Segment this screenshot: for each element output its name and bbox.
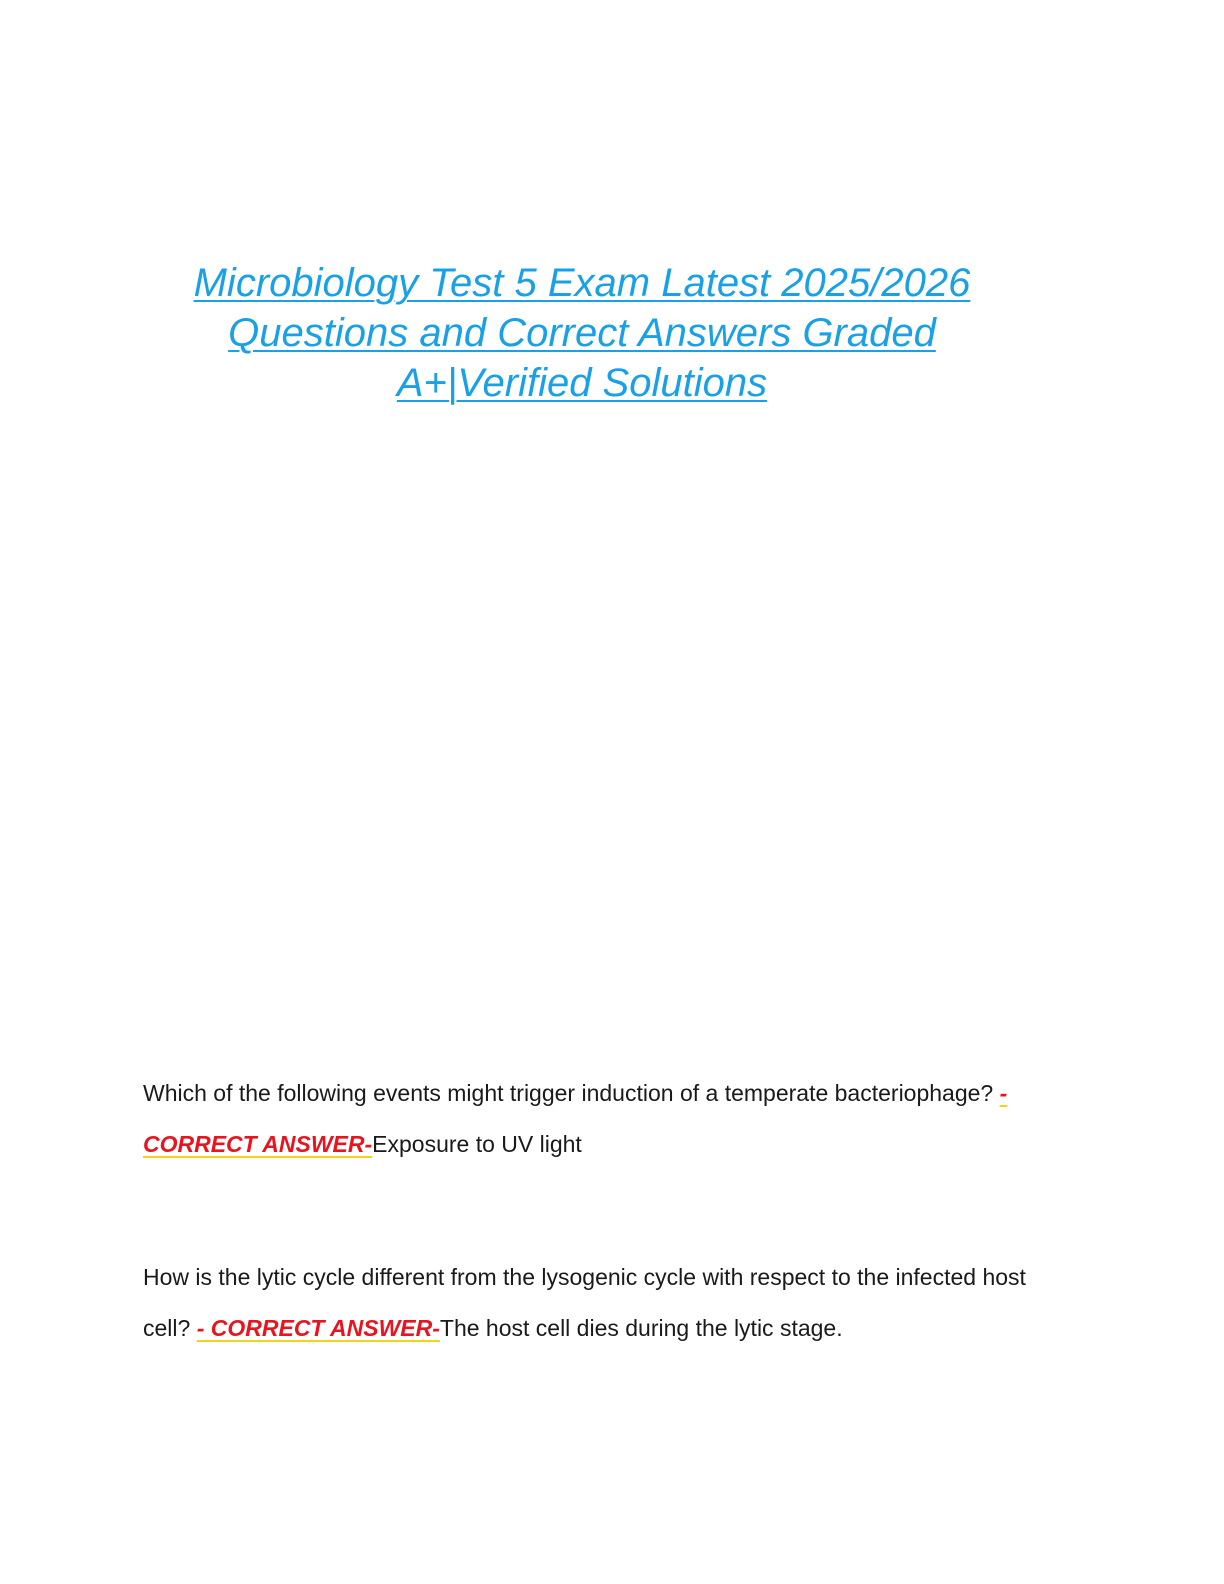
correct-answer-marker: - CORRECT ANSWER- <box>143 1080 1008 1157</box>
title-line <box>150 358 1014 408</box>
title-line <box>150 308 1014 358</box>
correct-answer-marker: - CORRECT ANSWER- <box>196 1315 440 1341</box>
title-line-text: Questions and Correct Answers Graded <box>228 311 936 355</box>
answer-text: Exposure to UV light <box>372 1131 582 1157</box>
question-text: Which of the following events might trigger induction of a temperate bacteriophage? <box>143 1080 1000 1106</box>
title-line-text: A+|Verified Solutions <box>396 361 768 405</box>
document-title <box>150 258 1014 408</box>
qa-item <box>143 1068 1043 1170</box>
qa-item <box>143 1252 1043 1354</box>
title-line-text: Microbiology Test 5 Exam Latest 2025/2026 <box>193 261 971 305</box>
title-line <box>150 258 1014 308</box>
question-text: How is the lytic cycle different from the lysogenic cycle with respect to the infected host cell? <box>143 1264 1026 1341</box>
answer-text: The host cell dies during the lytic stage. <box>439 1315 843 1341</box>
